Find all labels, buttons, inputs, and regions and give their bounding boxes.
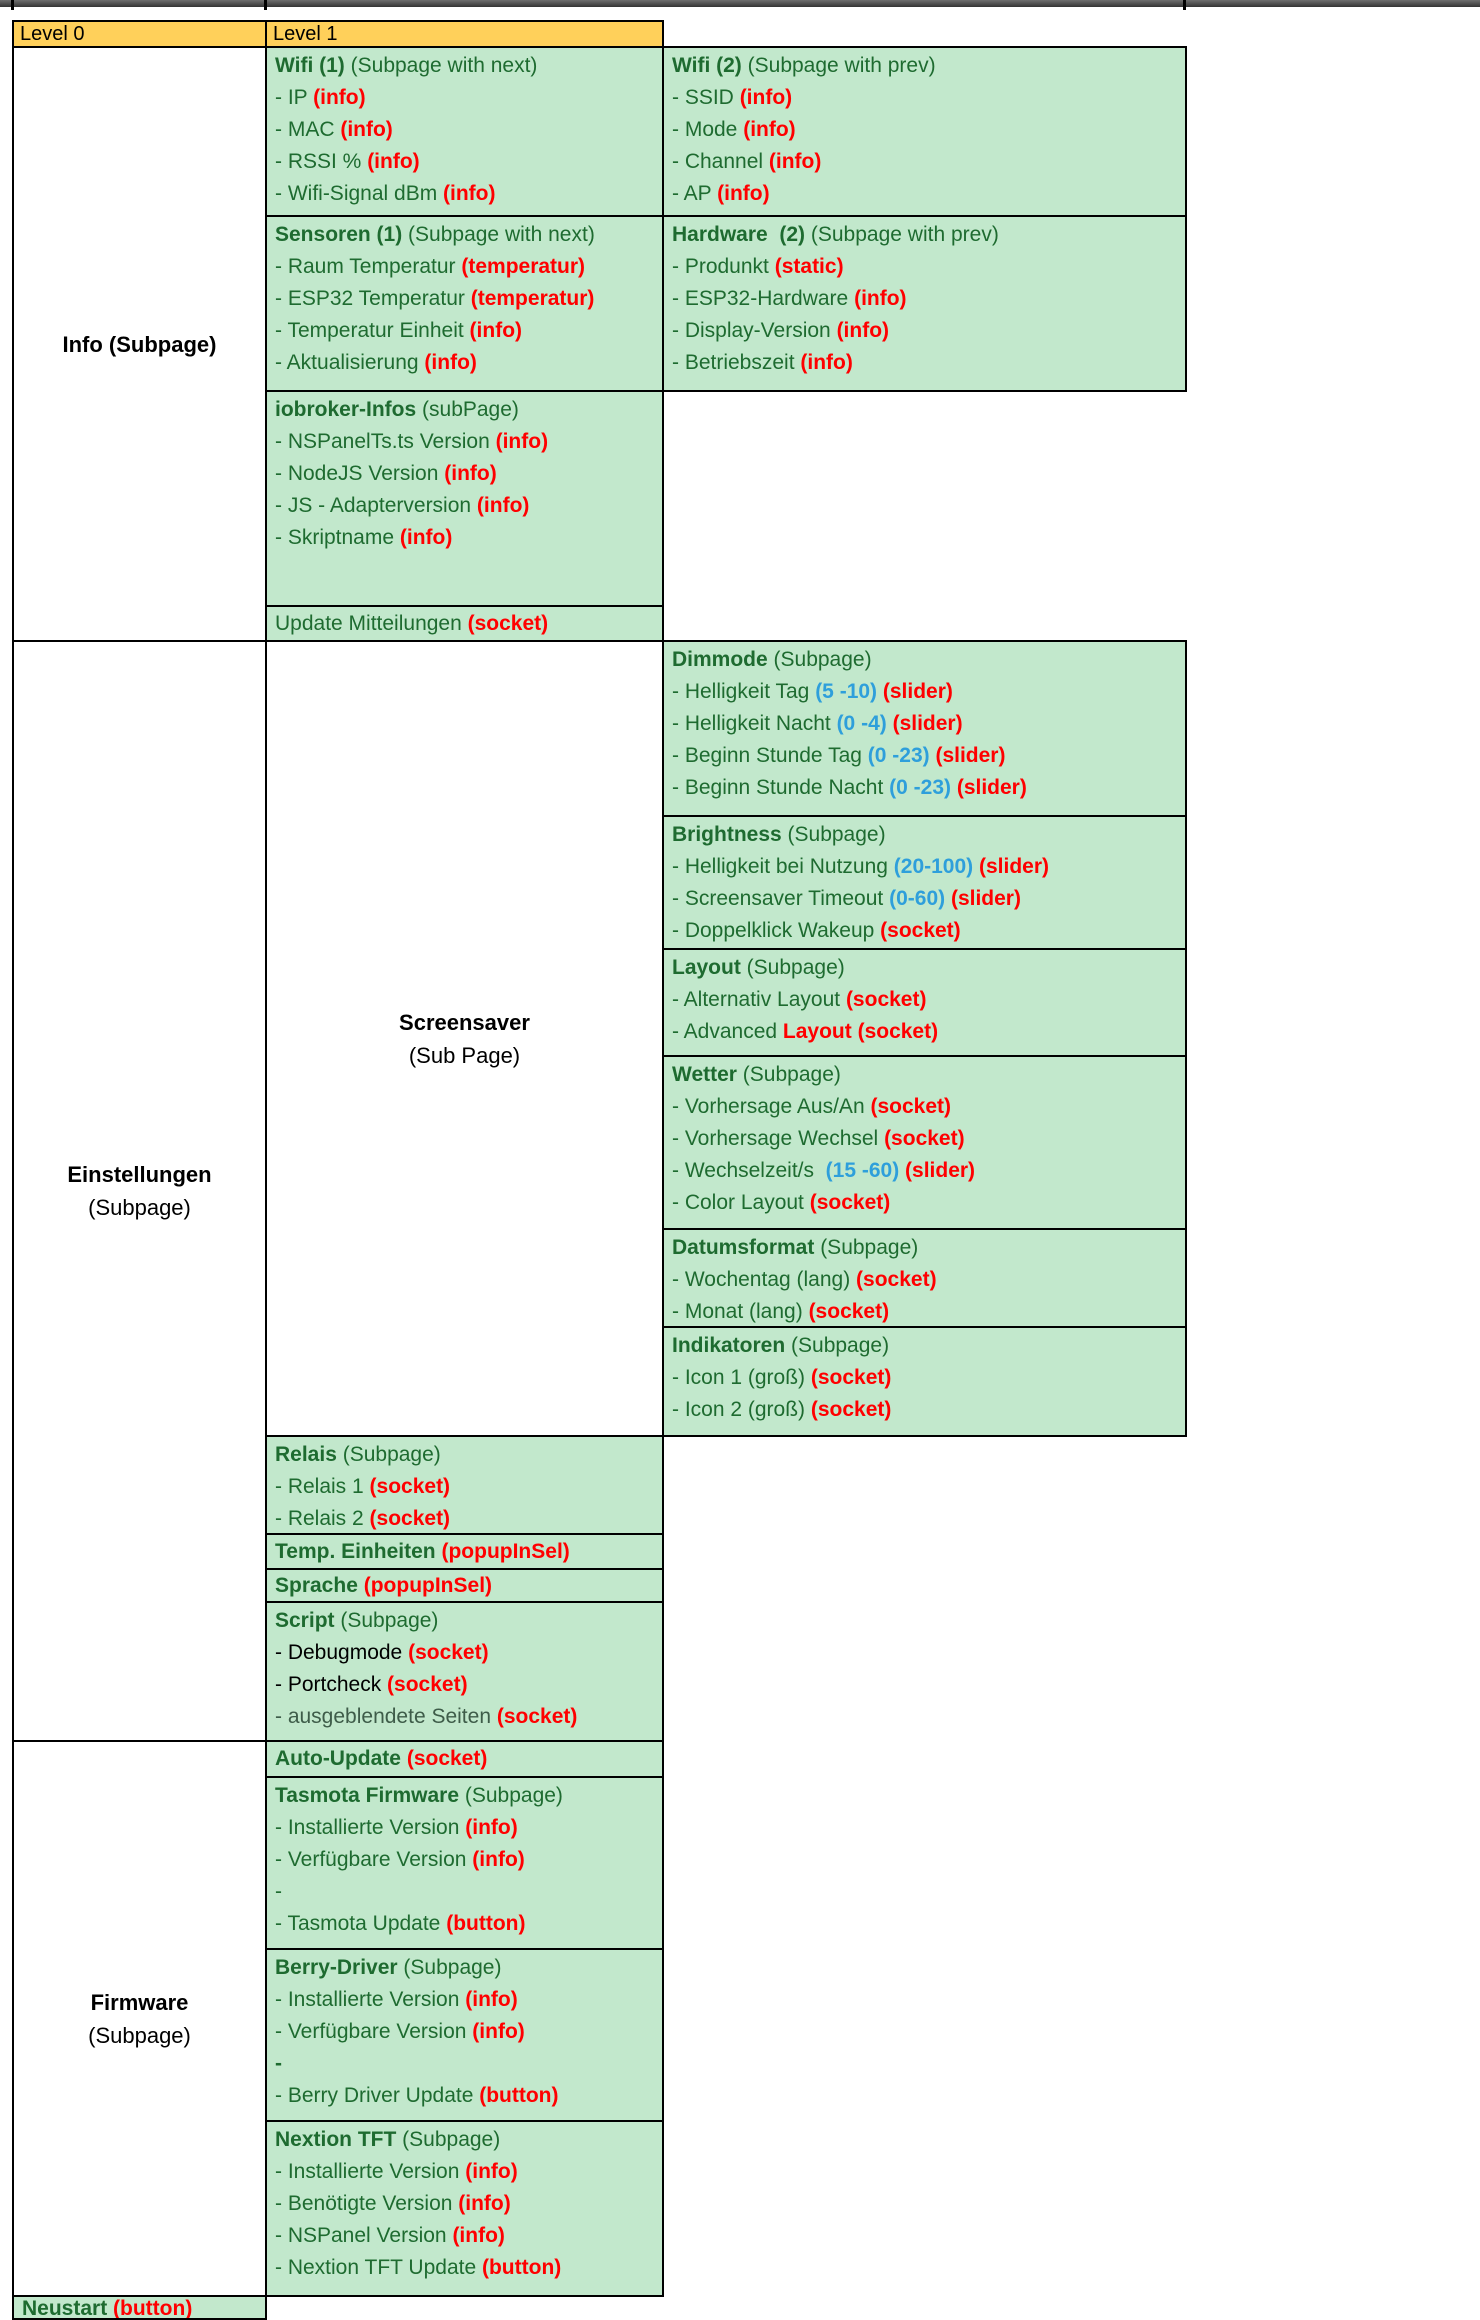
page-break-tick bbox=[1183, 0, 1186, 10]
text-segment: - MAC bbox=[275, 118, 341, 141]
text-segment: (info) bbox=[424, 351, 477, 374]
text-segment: Sprache bbox=[275, 1574, 364, 1597]
menu-line bbox=[275, 1471, 662, 1503]
menu-line bbox=[275, 1908, 662, 1940]
text-segment: Layout (socket) bbox=[782, 1020, 939, 1043]
text-segment: (slider) bbox=[886, 712, 963, 735]
menu-line bbox=[275, 1780, 662, 1812]
menu-line bbox=[275, 2220, 662, 2252]
cell-nextion[interactable] bbox=[265, 2120, 664, 2297]
text-segment: (socket) bbox=[809, 1191, 891, 1214]
menu-line bbox=[275, 1570, 662, 1602]
text-segment: (info) bbox=[367, 150, 420, 173]
cell-info-subpage[interactable] bbox=[12, 46, 267, 642]
text-segment: iobroker-Infos bbox=[275, 398, 417, 421]
text-segment: - NodeJS Version bbox=[275, 462, 445, 485]
text-segment: (info) bbox=[465, 2160, 518, 2183]
text-segment: (info) bbox=[444, 462, 497, 485]
menu-line bbox=[672, 219, 1185, 251]
text-segment: - SSID bbox=[672, 86, 740, 109]
menu-line bbox=[672, 347, 1185, 379]
text-segment: - Doppelklick Wakeup bbox=[672, 919, 881, 942]
menu-line bbox=[672, 984, 1185, 1016]
text-segment: Wifi (1) bbox=[275, 54, 345, 77]
cell-iobroker[interactable] bbox=[265, 390, 664, 607]
text-segment: (info) bbox=[472, 2020, 525, 2043]
text-segment: (info) bbox=[465, 1988, 518, 2011]
text-segment: - Wechselzeit/s bbox=[672, 1159, 826, 1182]
menu-line bbox=[672, 1264, 1185, 1296]
text-segment: - Skriptname bbox=[275, 526, 400, 549]
text-segment: - AP bbox=[672, 182, 718, 205]
text-segment: Dimmode bbox=[672, 648, 768, 671]
menu-line bbox=[275, 1503, 662, 1535]
text-segment: - Wifi-Signal dBm bbox=[275, 182, 444, 205]
menu-line bbox=[672, 1016, 1185, 1048]
text-segment: Script bbox=[275, 1609, 335, 1632]
text-segment: - Debugmode bbox=[275, 1641, 409, 1664]
menu-line bbox=[672, 772, 1185, 804]
text-segment: - ESP32-Hardware bbox=[672, 287, 855, 310]
cell-sprache[interactable] bbox=[265, 1568, 664, 1603]
menu-line bbox=[275, 114, 662, 146]
menu-line bbox=[672, 50, 1185, 82]
menu-line bbox=[672, 1091, 1185, 1123]
text-segment: (temperatur) bbox=[470, 287, 595, 310]
menu-line bbox=[275, 2124, 662, 2156]
page-break-tick bbox=[264, 0, 267, 10]
text-segment: - NSPanelTs.ts Version bbox=[275, 430, 496, 453]
text-segment: - bbox=[275, 2052, 282, 2075]
cell-update[interactable] bbox=[265, 605, 664, 642]
text-segment: (socket) bbox=[845, 988, 927, 1011]
text-segment: Relais bbox=[275, 1443, 337, 1466]
menu-line bbox=[672, 851, 1185, 883]
text-segment: - Installierte Version bbox=[275, 2160, 466, 2183]
text-segment: (info) bbox=[476, 494, 530, 517]
text-segment: - Color Layout bbox=[672, 1191, 810, 1214]
menu-line bbox=[275, 347, 662, 379]
text-segment: (socket) bbox=[369, 1507, 451, 1530]
menu-line bbox=[672, 915, 1185, 947]
text-segment: (Subpage with prev) bbox=[741, 54, 936, 77]
text-segment: - Wochentag (lang) bbox=[672, 1268, 857, 1291]
text-segment: (socket) bbox=[856, 1268, 937, 1291]
menu-line bbox=[275, 1743, 662, 1775]
text-segment: (Subpage) bbox=[814, 1236, 919, 1259]
text-segment: - Nextion TFT Update bbox=[275, 2256, 482, 2279]
menu-line bbox=[672, 1123, 1185, 1155]
panel-sublabel: (Subpage) bbox=[88, 2022, 191, 2048]
text-segment: (5 -10) bbox=[815, 680, 878, 703]
cell-berry[interactable] bbox=[265, 1948, 664, 2122]
text-segment: - Raum Temperatur bbox=[275, 255, 462, 278]
text-segment: (Subpage) bbox=[740, 956, 845, 979]
text-segment: - Helligkeit Nacht bbox=[672, 712, 837, 735]
menu-line bbox=[275, 458, 662, 490]
text-segment: (button) bbox=[446, 1912, 526, 1935]
menu-line bbox=[275, 2048, 662, 2080]
text-segment: (info) bbox=[743, 118, 796, 141]
page-break-tick bbox=[11, 0, 14, 10]
menu-line bbox=[672, 1155, 1185, 1187]
text-segment: (slider) bbox=[945, 887, 1021, 910]
menu-line bbox=[672, 819, 1185, 851]
text-segment: (info) bbox=[854, 287, 907, 310]
menu-line bbox=[275, 1439, 662, 1471]
cell-autoupdate[interactable] bbox=[265, 1740, 664, 1778]
text-segment: - ESP32 Temperatur bbox=[275, 287, 471, 310]
text-segment: (info) bbox=[465, 1816, 518, 1839]
text-segment: - Temperatur Einheit bbox=[275, 319, 470, 342]
text-segment: Hardware (2) bbox=[672, 223, 806, 246]
text-segment: (info) bbox=[469, 319, 523, 342]
menu-line bbox=[672, 283, 1185, 315]
menu-line bbox=[275, 608, 662, 640]
text-segment: - Installierte Version bbox=[275, 1816, 466, 1839]
panel-label: Screensaver bbox=[399, 1009, 530, 1035]
text-segment: (Subpage) bbox=[334, 1609, 439, 1632]
text-segment: (temperatur) bbox=[461, 255, 586, 278]
text-segment: (Subpage with next) bbox=[402, 223, 595, 246]
menu-line bbox=[672, 708, 1185, 740]
text-segment: - Portcheck bbox=[275, 1673, 388, 1696]
text-segment: - IP bbox=[275, 86, 314, 109]
text-segment: (info) bbox=[472, 1848, 525, 1871]
text-segment: (Subpage) bbox=[396, 2128, 501, 2151]
text-segment: (Subpage) bbox=[767, 648, 872, 671]
text-segment: (button) bbox=[479, 2084, 559, 2107]
cell-wetter[interactable] bbox=[662, 1055, 1187, 1230]
text-segment: (info) bbox=[739, 86, 793, 109]
menu-line bbox=[672, 146, 1185, 178]
menu-line bbox=[275, 522, 662, 554]
text-segment: - Vorhersage Aus/An bbox=[672, 1095, 871, 1118]
cell-tasmota[interactable] bbox=[265, 1776, 664, 1950]
cell-brightness[interactable] bbox=[662, 815, 1187, 950]
text-segment: (Subpage) bbox=[397, 1956, 502, 1979]
text-segment: (info) bbox=[340, 118, 393, 141]
menu-line bbox=[672, 114, 1185, 146]
text-segment: Datumsformat bbox=[672, 1236, 815, 1259]
text-segment: - Verfügbare Version bbox=[275, 1848, 473, 1871]
text-segment: (Subpage) bbox=[459, 1784, 563, 1807]
text-segment: (slider) bbox=[877, 680, 953, 703]
header-divider bbox=[662, 20, 664, 48]
text-segment: - Berry Driver Update bbox=[275, 2084, 480, 2107]
cell-hardware2[interactable] bbox=[662, 215, 1187, 392]
text-segment: - ausgeblendete Seiten bbox=[275, 1705, 497, 1728]
menu-line bbox=[275, 394, 662, 426]
menu-line bbox=[275, 283, 662, 315]
text-segment: (socket) bbox=[870, 1095, 951, 1118]
text-segment: - bbox=[275, 1880, 282, 1903]
text-segment: - Produnkt bbox=[672, 255, 775, 278]
text-segment: (Subpage) bbox=[336, 1443, 441, 1466]
text-segment: - Verfügbare Version bbox=[275, 2020, 473, 2043]
menu-line bbox=[275, 1701, 662, 1733]
menu-line bbox=[672, 1362, 1185, 1394]
text-segment: (info) bbox=[313, 86, 366, 109]
text-segment: (15 -60) bbox=[825, 1159, 900, 1182]
text-segment: Indikatoren bbox=[672, 1334, 786, 1357]
text-segment: (info) bbox=[768, 150, 822, 173]
menu-line bbox=[275, 490, 662, 522]
text-segment: (info) bbox=[717, 182, 770, 205]
panel-sublabel: (Sub Page) bbox=[408, 1042, 521, 1068]
text-segment: Tasmota Firmware bbox=[275, 1784, 460, 1807]
cell-temp[interactable] bbox=[265, 1533, 664, 1570]
text-segment: - Helligkeit bei Nutzung bbox=[672, 855, 894, 878]
menu-line bbox=[275, 146, 662, 178]
text-segment: - JS - Adapterversion bbox=[275, 494, 477, 517]
text-segment: (slider) bbox=[951, 776, 1027, 799]
column-header-level0[interactable]: Level 0 bbox=[12, 20, 267, 48]
text-segment: (0 -23) bbox=[867, 744, 930, 767]
text-segment: (info) bbox=[495, 430, 549, 453]
menu-line bbox=[672, 1187, 1185, 1219]
text-segment: (Subpage with prev) bbox=[805, 223, 999, 246]
panel-label: Einstellungen bbox=[67, 1162, 212, 1187]
text-segment: Sensoren (1) bbox=[275, 223, 403, 246]
text-segment: Nextion TFT bbox=[275, 2128, 397, 2151]
text-segment: - Icon 1 (groß) bbox=[672, 1366, 811, 1389]
text-segment: Auto-Update bbox=[275, 1747, 407, 1770]
menu-line bbox=[275, 1637, 662, 1669]
menu-line bbox=[672, 740, 1185, 772]
panel-label: Info (Subpage) bbox=[62, 331, 217, 357]
menu-line bbox=[275, 1984, 662, 2016]
text-segment: (slider) bbox=[973, 855, 1050, 878]
text-segment: Temp. Einheiten bbox=[275, 1540, 442, 1563]
menu-line bbox=[275, 1952, 662, 1984]
text-segment: Update Mitteilungen bbox=[275, 612, 468, 635]
text-segment: (socket) bbox=[810, 1366, 892, 1389]
text-segment: (socket) bbox=[810, 1398, 892, 1421]
menu-line bbox=[275, 2016, 662, 2048]
menu-line bbox=[275, 1605, 662, 1637]
menu-line bbox=[275, 2156, 662, 2188]
text-segment: (socket) bbox=[880, 919, 961, 942]
text-segment: (socket) bbox=[496, 1705, 578, 1728]
panel-sublabel: (Subpage) bbox=[88, 1195, 191, 1220]
menu-line bbox=[672, 251, 1185, 283]
text-segment: (Subpage with next) bbox=[344, 54, 538, 77]
text-segment: Layout bbox=[672, 956, 741, 979]
text-segment: (button) bbox=[113, 2297, 193, 2320]
menu-line bbox=[672, 1059, 1185, 1091]
text-segment: - Beginn Stunde Tag bbox=[672, 744, 868, 767]
text-segment: (info) bbox=[399, 526, 453, 549]
menu-line bbox=[672, 1232, 1185, 1264]
text-segment: - Alternativ Layout bbox=[672, 988, 846, 1011]
text-segment: (0 -23) bbox=[889, 776, 951, 799]
text-segment: - Aktualisierung bbox=[275, 351, 425, 374]
text-segment: (popupInSel) bbox=[363, 1574, 493, 1597]
text-segment: (socket) bbox=[808, 1300, 890, 1323]
menu-line bbox=[672, 952, 1185, 984]
cell-einstellungen-subpage[interactable] bbox=[12, 640, 267, 1742]
cell-wifi2[interactable] bbox=[662, 46, 1187, 217]
menu-line bbox=[275, 426, 662, 458]
text-segment: (socket) bbox=[884, 1127, 965, 1150]
text-segment: (info) bbox=[836, 319, 890, 342]
menu-line bbox=[275, 1536, 662, 1568]
cell-layout[interactable] bbox=[662, 948, 1187, 1057]
text-segment: (info) bbox=[452, 2224, 505, 2247]
menu-line bbox=[672, 1296, 1185, 1328]
menu-line bbox=[672, 315, 1185, 347]
menu-line bbox=[672, 883, 1185, 915]
menu-line bbox=[275, 1812, 662, 1844]
menu-line bbox=[275, 251, 662, 283]
menu-line bbox=[275, 315, 662, 347]
text-segment: (0-60) bbox=[889, 887, 946, 910]
text-segment: - Monat (lang) bbox=[672, 1300, 809, 1323]
cell-firmware-subpage[interactable] bbox=[12, 1740, 267, 2297]
menu-line bbox=[275, 1844, 662, 1876]
text-segment: Neustart bbox=[22, 2297, 114, 2320]
menu-line bbox=[275, 1876, 662, 1908]
text-segment: (Subpage) bbox=[781, 823, 886, 846]
text-segment: (info) bbox=[800, 351, 853, 374]
menu-line bbox=[275, 178, 662, 210]
text-segment: - Tasmota Update bbox=[275, 1912, 447, 1935]
menu-line bbox=[672, 676, 1185, 708]
menu-line bbox=[672, 1394, 1185, 1426]
text-segment: (20-100) bbox=[893, 855, 974, 878]
text-segment: (socket) bbox=[406, 1747, 488, 1770]
menu-line bbox=[275, 1669, 662, 1701]
menu-line bbox=[672, 1330, 1185, 1362]
text-segment: (Subpage) bbox=[736, 1063, 841, 1086]
cell-wifi1[interactable] bbox=[265, 46, 664, 217]
text-segment: (socket) bbox=[369, 1475, 451, 1498]
menu-line bbox=[275, 82, 662, 114]
cell-datumsformat[interactable] bbox=[662, 1228, 1187, 1328]
text-segment: - Beginn Stunde Nacht bbox=[672, 776, 890, 799]
menu-line bbox=[275, 2080, 662, 2112]
menu-line bbox=[275, 2252, 662, 2284]
column-header-level1[interactable]: Level 1 bbox=[265, 20, 664, 48]
text-segment: Wetter bbox=[672, 1063, 737, 1086]
window-top-bar bbox=[0, 0, 1480, 7]
menu-line bbox=[22, 2297, 265, 2320]
menu-line bbox=[275, 50, 662, 82]
text-segment: (slider) bbox=[899, 1159, 976, 1182]
menu-line bbox=[672, 644, 1185, 676]
text-segment: (info) bbox=[443, 182, 496, 205]
menu-line bbox=[275, 219, 662, 251]
menu-line bbox=[672, 82, 1185, 114]
text-segment: - Installierte Version bbox=[275, 1988, 466, 2011]
text-segment: (button) bbox=[481, 2256, 562, 2279]
text-segment: (socket) bbox=[467, 612, 549, 635]
cell-indikatoren[interactable] bbox=[662, 1326, 1187, 1437]
text-segment: (socket) bbox=[408, 1641, 489, 1664]
text-segment: - RSSI % bbox=[275, 150, 368, 173]
text-segment: - Channel bbox=[672, 150, 769, 173]
text-segment: Brightness bbox=[672, 823, 782, 846]
text-segment: (info) bbox=[458, 2192, 511, 2215]
cell-sensoren1[interactable] bbox=[265, 215, 664, 392]
panel-label: Firmware bbox=[90, 1989, 189, 2015]
menu-line bbox=[275, 2188, 662, 2220]
text-segment: (subPage) bbox=[416, 398, 519, 421]
text-segment: - Betriebszeit bbox=[672, 351, 801, 374]
cell-script[interactable] bbox=[265, 1601, 664, 1742]
text-segment: - Mode bbox=[672, 118, 744, 141]
text-segment: - Icon 2 (groß) bbox=[672, 1398, 811, 1421]
text-segment: Wifi (2) bbox=[672, 54, 742, 77]
text-segment: (Subpage) bbox=[785, 1334, 890, 1357]
text-segment: (popupInSel) bbox=[441, 1540, 570, 1563]
menu-line bbox=[672, 178, 1185, 210]
text-segment: - Benötigte Version bbox=[275, 2192, 459, 2215]
text-segment: - Advanced bbox=[672, 1020, 783, 1043]
text-segment: - Helligkeit Tag bbox=[672, 680, 816, 703]
text-segment: - Relais 1 bbox=[275, 1475, 370, 1498]
cell-relais[interactable] bbox=[265, 1435, 664, 1535]
text-segment: Berry-Driver bbox=[275, 1956, 398, 1979]
text-segment: (static) bbox=[774, 255, 844, 278]
text-segment: - Screensaver Timeout bbox=[672, 887, 890, 910]
text-segment: - Relais 2 bbox=[275, 1507, 370, 1530]
text-segment: - Display-Version bbox=[672, 319, 837, 342]
text-segment: - Vorhersage Wechsel bbox=[672, 1127, 885, 1150]
cell-neustart[interactable] bbox=[12, 2295, 267, 2320]
text-segment: (0 -4) bbox=[836, 712, 887, 735]
cell-screensaver-subpage[interactable] bbox=[265, 640, 664, 1437]
text-segment: (socket) bbox=[387, 1673, 468, 1696]
cell-dimmode[interactable] bbox=[662, 640, 1187, 817]
text-segment: - NSPanel Version bbox=[275, 2224, 453, 2247]
text-segment: (slider) bbox=[929, 744, 1006, 767]
